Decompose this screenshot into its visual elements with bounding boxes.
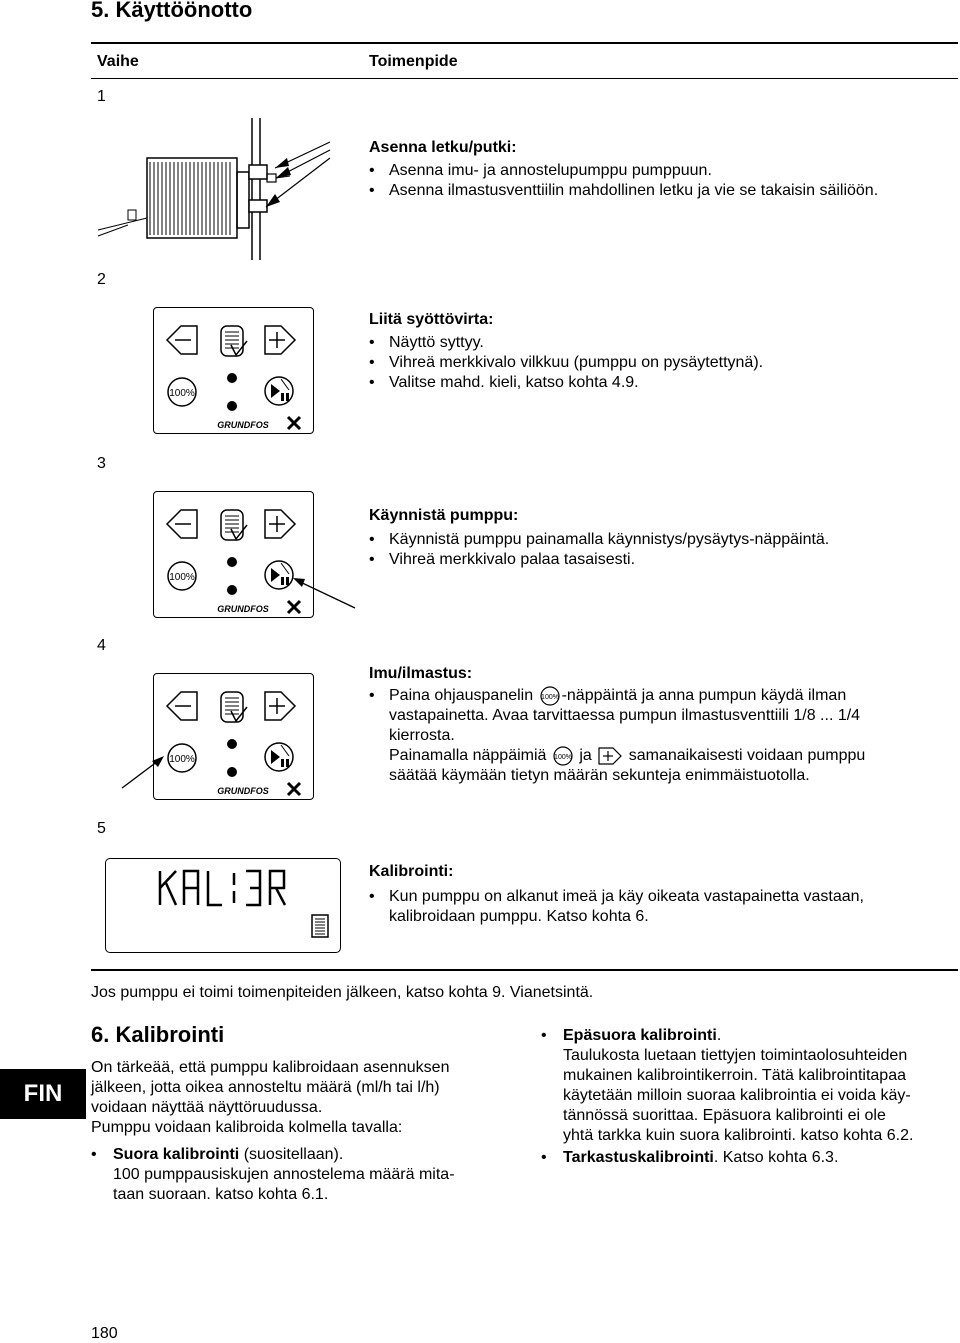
text-line: Pumppu voidaan kalibroida kolmella tavalla: xyxy=(91,1119,403,1136)
text: säätää käymään tietyn määrän sekunteja enimmäistuotolla. xyxy=(389,767,810,785)
list-item: • Näyttö syttyy. xyxy=(369,333,949,353)
step-actions: • Kun pumppu on alkanut imeä ja käy oikeata vastapainetta vastaan, kalibroidaan pumppu. Katso kohta 6. xyxy=(369,888,864,925)
text: Paina ohjauspanelin xyxy=(389,687,534,705)
list-item: • Vihreä merkkivalo palaa tasaisesti. xyxy=(369,550,949,570)
text: 100 pumppausiskujen annostelema määrä mita- xyxy=(113,1166,455,1183)
text: yhtä tarkka kuin suora kalibrointi. katso kohta 6.2. xyxy=(563,1127,914,1144)
pointer-arrow xyxy=(290,575,360,615)
text: . xyxy=(716,1027,722,1044)
text: -näppäintä ja anna pumpun käydä ilman xyxy=(561,687,847,705)
step-title: Käynnistä pumppu: xyxy=(369,507,519,524)
list-item: • Asenna ilmastusventtiilin mahdollinen letku ja vie se takaisin säiliöön. xyxy=(369,181,949,201)
hundred-percent-key-icon xyxy=(552,746,574,766)
footnote: Jos pumppu ei toimi toimenpiteiden jälkeen, katso kohta 9. Vianetsintä. xyxy=(91,984,594,1001)
text: käytetään milloin suoraa kalibrointia ei voida käy- xyxy=(563,1087,911,1104)
svg-text:GRUNDFOS: GRUNDFOS xyxy=(217,604,269,614)
page-number: 180 xyxy=(91,1325,118,1342)
text: tännössä suorittaa. Epäsuora kalibrointi ei ole xyxy=(563,1107,886,1124)
header-action: Toimenpide xyxy=(369,53,458,70)
step-number: 5 xyxy=(97,820,106,837)
svg-text:100%: 100% xyxy=(169,388,195,399)
method-check: • Tarkastuskalibrointi. Katso kohta 6.3. xyxy=(541,1149,839,1166)
step-actions xyxy=(369,333,949,393)
section-title: 5. Käyttöönotto xyxy=(91,0,253,22)
intro-text xyxy=(91,1058,511,1138)
text-line: On tärkeää, että pumppu kalibroidaan asennuksen xyxy=(91,1059,450,1076)
text: (suositellaan). xyxy=(239,1146,344,1163)
method-direct: • Suora kalibrointi (suositellaan). 100 pumppausiskujen annostelema määrä mita- taan suoraan. katso kohta 6.1. xyxy=(91,1146,455,1203)
text: mukainen kalibrointikerroin. Tätä kalibrointitapaa xyxy=(563,1067,906,1084)
pump-drawing xyxy=(90,110,360,270)
method-name: Tarkastuskalibrointi xyxy=(563,1149,714,1166)
svg-text:100%: 100% xyxy=(540,694,559,701)
svg-text:GRUNDFOS: GRUNDFOS xyxy=(217,786,269,796)
control-panel xyxy=(153,307,314,434)
text-line: voidaan näyttää näyttöruudussa. xyxy=(91,1099,323,1116)
step-title: Imu/ilmastus: xyxy=(369,665,473,682)
svg-text:100%: 100% xyxy=(169,754,195,765)
text: samanaikaisesti voidaan pumppu xyxy=(628,747,866,765)
step-title: Asenna letku/putki: xyxy=(369,139,517,156)
method-name: Suora kalibrointi xyxy=(113,1146,240,1163)
header-step: Vaihe xyxy=(97,53,139,70)
svg-text:100%: 100% xyxy=(169,572,195,583)
display-text-kalibr xyxy=(158,869,308,909)
list-item: • Käynnistä pumppu painamalla käynnistys/pysäytys-näppäintä. xyxy=(369,530,949,550)
step-title: Liitä syöttövirta: xyxy=(369,311,494,328)
step-title: Kalibrointi: xyxy=(369,863,454,880)
text: kierrosta. xyxy=(389,727,455,745)
hundred-percent-key-icon xyxy=(539,686,561,706)
language-tab: FIN xyxy=(0,1069,86,1119)
text: taan suoraan. katso kohta 6.1. xyxy=(113,1186,329,1203)
step-actions xyxy=(369,530,949,570)
table-top-rule xyxy=(91,42,958,44)
step-number: 3 xyxy=(97,455,106,472)
step-number: 1 xyxy=(97,88,106,105)
method-name: Epäsuora kalibrointi xyxy=(563,1027,717,1044)
svg-text:100%: 100% xyxy=(553,754,572,762)
text: Painamalla näppäimiä xyxy=(389,747,547,765)
section-heading: 6. Kalibrointi xyxy=(91,1022,225,1047)
step-actions xyxy=(369,161,949,201)
brand-logo: GRUNDFOS xyxy=(217,420,269,430)
text: Taulukosta luetaan tiettyjen toimintaolosuhteiden xyxy=(563,1047,908,1064)
menu-icon xyxy=(311,914,329,938)
table-bottom-rule xyxy=(91,969,958,971)
list-item: • Vihreä merkkivalo vilkkuu (pumppu on pysäytettynä). xyxy=(369,353,949,373)
lcd-display xyxy=(105,858,341,953)
step-number: 4 xyxy=(97,637,106,654)
text: ja xyxy=(579,747,592,765)
text: . Katso kohta 6.3. xyxy=(713,1149,839,1166)
text: vastapainetta. Avaa tarvittaessa pumpun ilmastusventtiili 1/8 ... 1/4 xyxy=(389,707,861,725)
control-panel xyxy=(153,673,314,800)
step-actions: • Paina ohjauspanelin 100% -näppäintä ja anna pumpun käydä ilman vastapainetta. Avaa tarvittaessa pumpun ilmastusventtiili 1/8 ... 1/4 kierrosta. Painamalla näppäimiä 100% ja samanaikaisesti voidaan pumppu säätää käymään tietyn määrän sekunteja enimmäistuotolla. xyxy=(369,687,866,785)
text: kalibroidaan pumppu. Katso kohta 6. xyxy=(389,908,649,925)
pointer-arrow xyxy=(118,752,166,792)
text-line: jälkeen, jotta oikea annosteltu määrä (ml/h tai l/h) xyxy=(91,1079,440,1096)
step-number: 2 xyxy=(97,271,106,288)
method-indirect: • Epäsuora kalibrointi. Taulukosta luetaan tiettyjen toimintaolosuhteiden mukainen kalibrointikerroin. Tätä kalibrointitapaa käytetään milloin suoraa kalibrointia ei voida käy- tännössä suorittaa. Epäsuora kalibrointi ei ole yhtä tarkka kuin suora kalibrointi. katso kohta 6.2. xyxy=(541,1027,914,1144)
list-item: • Asenna imu- ja annostelupumppu pumppuun. xyxy=(369,161,949,181)
table-header-rule xyxy=(91,78,958,79)
plus-key-icon xyxy=(597,746,623,766)
text: Kun pumppu on alkanut imeä ja käy oikeata vastapainetta vastaan, xyxy=(389,888,864,905)
list-item: • Valitse mahd. kieli, katso kohta 4.9. xyxy=(369,373,949,393)
